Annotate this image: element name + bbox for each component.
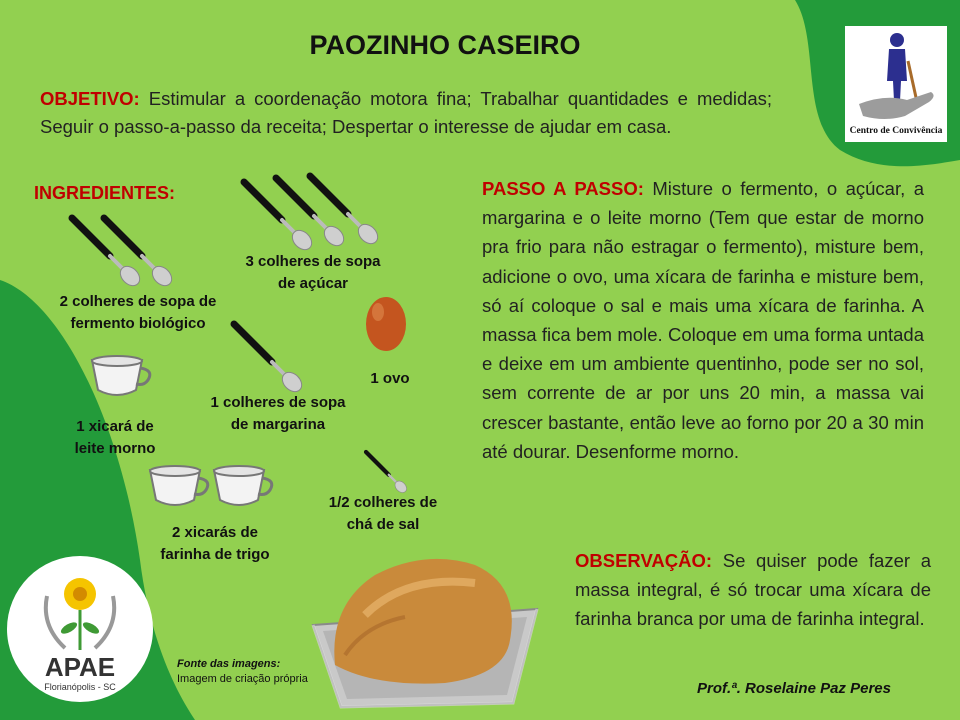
centro-convivencia-logo [845, 26, 947, 142]
spoon-icon [244, 182, 315, 253]
image-source-text: Imagem de criação própria [177, 673, 308, 685]
ingredient-leite [55, 416, 175, 460]
cup-icon [92, 356, 150, 395]
ingredients-label: INGREDIENTES: [34, 183, 176, 203]
ingredient-margarina [193, 392, 363, 436]
elderly-hand-icon [845, 26, 947, 126]
author-signature: Prof.ª. Roselaine Paz Peres [697, 680, 891, 697]
page-title: PAOZINHO CASEIRO [309, 30, 581, 60]
egg-icon [366, 297, 406, 351]
ingredient-line: 1 xicará de [76, 418, 154, 435]
observation-text: Se quiser pode fazer a massa integral, é só trocar uma xícara de farinha branca por uma de farinha integral. [575, 550, 931, 629]
ingredient-line: 2 colheres de sopa de [59, 293, 217, 310]
ingredient-line: 1 colheres de sopa [210, 394, 346, 411]
objective-label: OBJETIVO: [40, 88, 140, 109]
observation-label: OBSERVAÇÃO: [575, 550, 713, 571]
ingredient-line: chá de sal [346, 516, 420, 533]
objective-text: Estimular a coordenação motora fina; Trabalhar quantidades e medidas; Seguir o passo-a-passo da receita; Despertar o interesse de ajudar em casa. [40, 88, 773, 137]
cup-icon [214, 466, 272, 505]
ingredient-ovo: 1 ovo [370, 370, 410, 387]
ingredient-line: farinha de trigo [160, 546, 270, 563]
bread-photo [305, 545, 545, 710]
observation-paragraph [575, 546, 931, 633]
ingredient-line: 3 colheres de sopa [245, 253, 381, 270]
ingredient-line: 2 xicarás de [172, 524, 258, 541]
ingredient-line: de açúcar [277, 275, 349, 292]
image-source-label: Fonte das imagens: [177, 658, 281, 670]
ingredient-sal [313, 492, 453, 536]
ingredient-farinha [130, 522, 300, 566]
sunflower-hands-icon [7, 556, 153, 656]
apae-name: APAE [44, 652, 116, 682]
steps-text: Misture o fermento, o açúcar, a margarina e o leite morno (Tem que estar de morno pra frio para não estragar o fermento), misture bem, adicione o ovo, uma xícara de farinha e misture bem, só aí coloque o sal e mais uma xícara de farinha. A massa fica bem mole. Coloque em uma forma untada e deixe em um ambiente quentinho, pode ser no sol, sem corrente de ar por uns 20 min, a massa vai crescer bastante, então leve ao forno por 20 a 30 min até dourar. Desenforme morno. [482, 178, 924, 462]
ingredient-fermento [38, 291, 238, 335]
cup-icon [150, 466, 208, 505]
spoon-icon [310, 176, 381, 247]
small-spoon-icon [366, 452, 409, 495]
centro-convivencia-text: Centro de Convivência [849, 126, 943, 136]
apae-logo [7, 556, 153, 702]
ingredient-line: leite morno [74, 440, 156, 457]
steps-paragraph [482, 174, 924, 466]
ingredient-line: 1/2 colheres de [328, 494, 438, 511]
spoon-icon [276, 178, 347, 249]
steps-label: PASSO A PASSO: [482, 178, 644, 199]
apae-city: Florianópolis - SC [44, 682, 116, 692]
ingredient-acucar [228, 251, 398, 295]
spoon-icon [234, 324, 305, 395]
ingredient-line: de margarina [230, 416, 326, 433]
ingredient-line: fermento biológico [70, 315, 206, 332]
spoon-icon [72, 218, 143, 289]
